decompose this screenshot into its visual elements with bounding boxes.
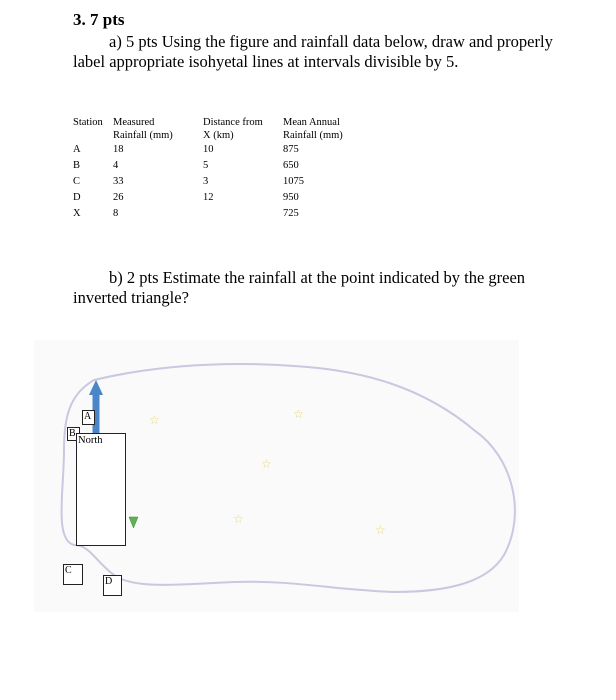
star-icon: ☆ [293,407,304,421]
table-row [71,206,367,222]
table-row [71,190,367,206]
watershed-boundary [62,364,515,592]
station-c-box: C [63,564,83,585]
cell-mean: 725 [283,208,299,219]
part-a-text: a) 5 pts Using the figure and rainfall data below, draw and properly label appropriate isohyetal lines at intervals divisible by 5. [73,32,553,71]
table-row [71,158,367,174]
table-header-row [71,116,367,142]
cell-distance [201,206,281,222]
cell-station: C [73,176,81,187]
cell-distance: 5 [203,160,209,171]
cell-mean: 950 [283,192,299,203]
green-triangle-marker [129,517,138,528]
header-mean: Mean Annual Rainfall (mm) [283,117,343,141]
north-arrow-icon [89,380,103,434]
cell-measured: 18 [113,144,124,155]
cell-measured: 4 [113,160,119,171]
star-icon: ☆ [261,457,272,471]
question-title: 3. 7 pts [73,10,125,29]
header-measured: Measured Rainfall (mm) [113,117,173,141]
watershed-map [34,340,519,612]
cell-station: X [73,208,81,219]
north-label: North [78,435,103,446]
cell-measured: 26 [113,192,124,203]
station-b-box: B [67,427,80,441]
cell-measured: 8 [113,208,119,219]
star-icon: ☆ [375,523,386,537]
header-station: Station [73,117,103,128]
station-d-box: D [103,575,122,596]
part-b-text: b) 2 pts Estimate the rainfall at the point indicated by the green inverted triangle? [73,268,526,307]
station-a-box: A [82,410,95,425]
rainfall-table [71,116,367,222]
cell-station: A [73,144,81,155]
star-icon: ☆ [233,512,244,526]
table-row [71,174,367,190]
cell-station: D [73,192,81,203]
header-distance: Distance from X (km) [203,117,263,141]
cell-mean: 875 [283,144,299,155]
star-icon: ☆ [149,413,160,427]
cell-distance: 3 [203,176,209,187]
cell-mean: 1075 [283,176,304,187]
cell-mean: 650 [283,160,299,171]
cell-distance: 10 [203,144,214,155]
table-row [71,142,367,158]
cell-station: B [73,160,81,171]
cell-distance: 12 [203,192,214,203]
cell-measured: 33 [113,176,124,187]
north-panel [76,433,126,546]
